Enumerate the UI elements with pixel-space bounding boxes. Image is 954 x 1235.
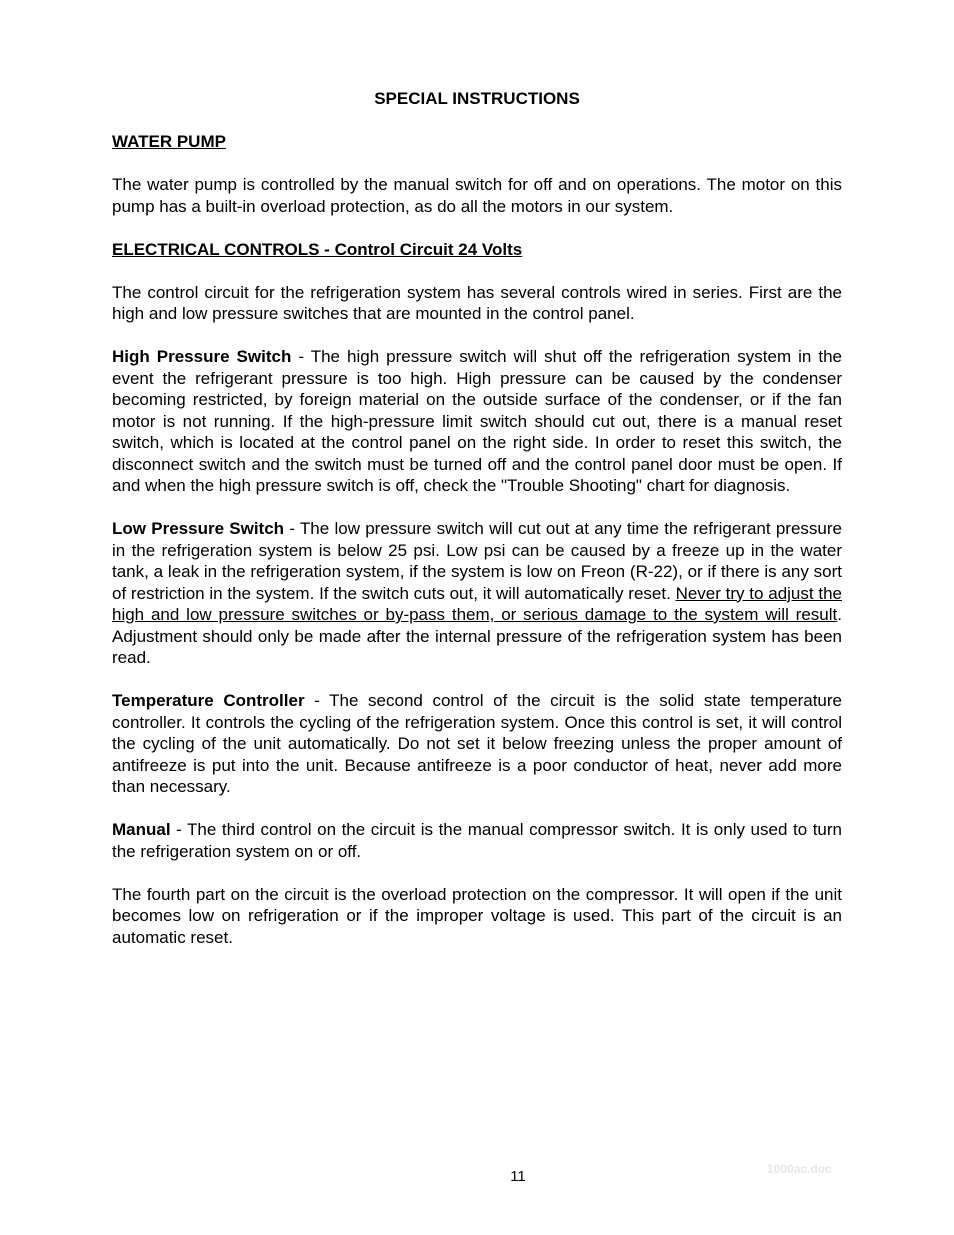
high-pressure-switch-term: High Pressure Switch (112, 347, 292, 366)
page-number: 11 (510, 1168, 526, 1185)
low-pressure-switch-text: - The low pressure switch will cut out at any time the refrigerant pressure in the refrigeration system is below 25 psi. Low psi can be caused by a freeze up in the water tank, a leak in the refrigeration system, if the system is low on Freon (R-22), or if there is any sort of restriction in the system. If the switch cuts out, it will automatically reset. (112, 519, 842, 603)
low-pressure-switch-term: Low Pressure Switch (112, 519, 285, 538)
overload-protection-paragraph: The fourth part on the circuit is the overload protection on the compressor. It will open if the unit becomes low on refrigeration or if the improper voltage is used. This part of the circuit is an automatic reset. (112, 884, 842, 947)
electrical-controls-intro: The control circuit for the refrigeration system has several controls wired in series. First are the high and low pressure switches that are mounted in the control panel. (112, 282, 842, 323)
manual-text: - The third control on the circuit is the manual compressor switch. It is only used to turn the refrigeration system on or off. (112, 820, 842, 861)
high-pressure-switch-paragraph (112, 346, 842, 497)
manual-paragraph (112, 819, 842, 862)
low-pressure-switch-paragraph (112, 518, 842, 669)
page-title: SPECIAL INSTRUCTIONS (374, 89, 580, 108)
document-filename: 1000ac.doc (767, 1162, 832, 1176)
pressure-switch-warning: Never try to adjust the high and low pressure switches or by-pass them, or serious damage to the system will result (112, 583, 842, 624)
high-pressure-switch-text: - The high pressure switch will shut off the refrigeration system in the event the refrigerant pressure is too high. High pressure can be caused by the condenser becoming restricted, by foreign material on the outside surface of the condenser, or if the fan motor is not running. If the high-pressure limit switch should cut out, there is a manual reset switch, which is located at the control panel on the right side. In order to reset this switch, the disconnect switch and the switch must be turned off and the control panel door must be open. If and when the high pressure switch is off, check the "Trouble Shooting" chart for diagnosis. (112, 347, 842, 495)
low-pressure-switch-text-after: . Adjustment should only be made after the internal pressure of the refrigeration system has been read. (112, 605, 842, 667)
section-heading-water-pump (112, 131, 842, 153)
manual-term: Manual (112, 820, 171, 839)
temperature-controller-text: - The second control of the circuit is the solid state temperature controller. It controls the cycling of the refrigeration system. Once this control is set, it will control the cycling of the unit automatically. Do not set it below freezing unless the proper amount of antifreeze is put into the unit. Because antifreeze is a poor conductor of heat, never add more than necessary. (112, 691, 842, 796)
temperature-controller-term: Temperature Controller (112, 691, 305, 710)
water-pump-heading-text: WATER PUMP (112, 132, 226, 151)
document-page (112, 88, 842, 970)
electrical-controls-heading-text: ELECTRICAL CONTROLS - Control Circuit 24 Volts (112, 239, 523, 259)
water-pump-paragraph: The water pump is controlled by the manual switch for off and on operations. The motor on this pump has a built-in overload protection, as do all the motors in our system. (112, 175, 842, 216)
temperature-controller-paragraph (112, 690, 842, 798)
section-heading-electrical-controls (112, 239, 842, 261)
